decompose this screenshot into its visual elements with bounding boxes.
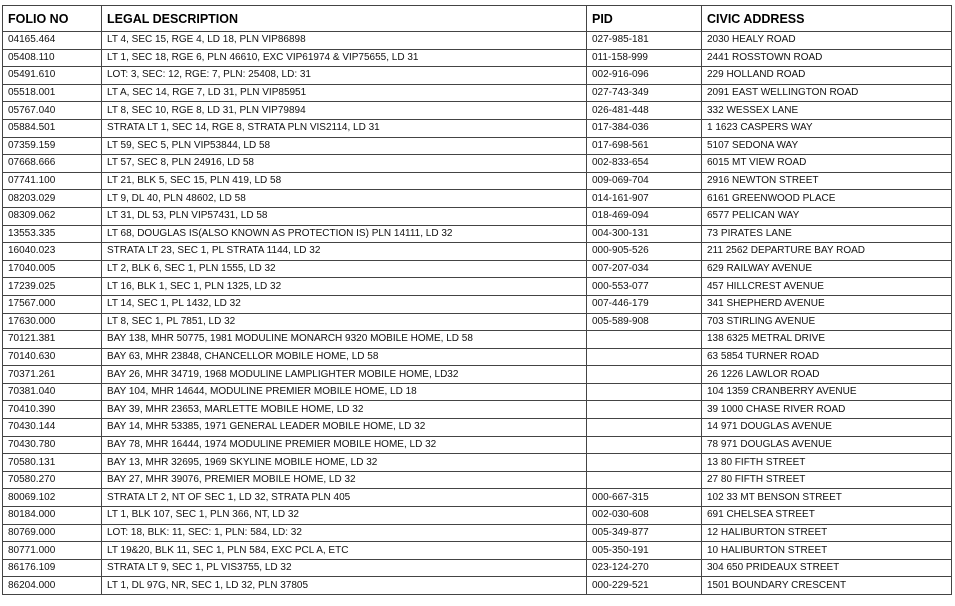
table-row	[3, 366, 952, 384]
cell-pid: 004-300-131	[587, 225, 702, 243]
cell-folio-no: 17040.005	[3, 260, 102, 278]
table-row	[3, 542, 952, 560]
table-header	[3, 6, 952, 32]
table-row	[3, 313, 952, 331]
table-row	[3, 419, 952, 437]
cell-folio-no: 70381.040	[3, 383, 102, 401]
cell-pid: 017-384-036	[587, 119, 702, 137]
header-row	[3, 6, 952, 32]
table-row	[3, 207, 952, 225]
cell-civic-address: 457 HILLCREST AVENUE	[702, 278, 952, 296]
cell-pid: 026-481-448	[587, 102, 702, 120]
cell-civic-address: 229 HOLLAND ROAD	[702, 67, 952, 85]
table-body	[3, 32, 952, 595]
cell-legal-description: LT 59, SEC 5, PLN VIP53844, LD 58	[102, 137, 587, 155]
cell-civic-address: 2030 HEALY ROAD	[702, 32, 952, 50]
table-row	[3, 383, 952, 401]
cell-pid	[587, 436, 702, 454]
cell-legal-description: LT 16, BLK 1, SEC 1, PLN 1325, LD 32	[102, 278, 587, 296]
cell-legal-description: LT 1, DL 97G, NR, SEC 1, LD 32, PLN 37805	[102, 577, 587, 595]
cell-pid: 007-446-179	[587, 295, 702, 313]
cell-folio-no: 70430.144	[3, 419, 102, 437]
header-legal-description: LEGAL DESCRIPTION	[102, 6, 587, 32]
cell-civic-address: 1501 BOUNDARY CRESCENT	[702, 577, 952, 595]
cell-pid	[587, 331, 702, 349]
cell-legal-description: LOT: 3, SEC: 12, RGE: 7, PLN: 25408, LD: 31	[102, 67, 587, 85]
table-row	[3, 137, 952, 155]
cell-civic-address: 12 HALIBURTON STREET	[702, 524, 952, 542]
cell-civic-address: 63 5854 TURNER ROAD	[702, 348, 952, 366]
table-row	[3, 507, 952, 525]
cell-civic-address: 211 2562 DEPARTURE BAY ROAD	[702, 243, 952, 261]
cell-civic-address: 691 CHELSEA STREET	[702, 507, 952, 525]
cell-civic-address: 39 1000 CHASE RIVER ROAD	[702, 401, 952, 419]
table-row	[3, 524, 952, 542]
cell-pid: 027-743-349	[587, 84, 702, 102]
table-row	[3, 559, 952, 577]
cell-civic-address: 5107 SEDONA WAY	[702, 137, 952, 155]
table-row	[3, 32, 952, 50]
table-row	[3, 295, 952, 313]
cell-pid: 009-069-704	[587, 172, 702, 190]
cell-legal-description: BAY 26, MHR 34719, 1968 MODULINE LAMPLIGHTER MOBILE HOME, LD32	[102, 366, 587, 384]
cell-folio-no: 16040.023	[3, 243, 102, 261]
property-table	[2, 5, 952, 595]
cell-folio-no: 07359.159	[3, 137, 102, 155]
cell-pid: 002-030-608	[587, 507, 702, 525]
cell-legal-description: STRATA LT 1, SEC 14, RGE 8, STRATA PLN VIS2114, LD 31	[102, 119, 587, 137]
cell-folio-no: 70580.270	[3, 471, 102, 489]
cell-legal-description: LOT: 18, BLK: 11, SEC: 1, PLN: 584, LD: 32	[102, 524, 587, 542]
cell-folio-no: 05518.001	[3, 84, 102, 102]
cell-civic-address: 341 SHEPHERD AVENUE	[702, 295, 952, 313]
cell-pid: 017-698-561	[587, 137, 702, 155]
cell-folio-no: 05884.501	[3, 119, 102, 137]
cell-civic-address: 78 971 DOUGLAS AVENUE	[702, 436, 952, 454]
cell-legal-description: LT 1, BLK 107, SEC 1, PLN 366, NT, LD 32	[102, 507, 587, 525]
cell-folio-no: 13553.335	[3, 225, 102, 243]
cell-folio-no: 70121.381	[3, 331, 102, 349]
cell-legal-description: BAY 78, MHR 16444, 1974 MODULINE PREMIER MOBILE HOME, LD 32	[102, 436, 587, 454]
table-row	[3, 577, 952, 595]
cell-pid: 014-161-907	[587, 190, 702, 208]
cell-pid: 023-124-270	[587, 559, 702, 577]
cell-civic-address: 73 PIRATES LANE	[702, 225, 952, 243]
header-pid: PID	[587, 6, 702, 32]
cell-folio-no: 17567.000	[3, 295, 102, 313]
table-row	[3, 49, 952, 67]
cell-pid: 011-158-999	[587, 49, 702, 67]
cell-civic-address: 102 33 MT BENSON STREET	[702, 489, 952, 507]
cell-pid: 007-207-034	[587, 260, 702, 278]
cell-folio-no: 17630.000	[3, 313, 102, 331]
cell-civic-address: 332 WESSEX LANE	[702, 102, 952, 120]
cell-legal-description: STRATA LT 23, SEC 1, PL STRATA 1144, LD 32	[102, 243, 587, 261]
cell-pid	[587, 366, 702, 384]
cell-legal-description: LT 4, SEC 15, RGE 4, LD 18, PLN VIP86898	[102, 32, 587, 50]
cell-folio-no: 05767.040	[3, 102, 102, 120]
cell-pid: 000-667-315	[587, 489, 702, 507]
cell-pid	[587, 401, 702, 419]
table-row	[3, 102, 952, 120]
cell-civic-address: 6577 PELICAN WAY	[702, 207, 952, 225]
cell-folio-no: 08309.062	[3, 207, 102, 225]
cell-legal-description: BAY 14, MHR 53385, 1971 GENERAL LEADER MOBILE HOME, LD 32	[102, 419, 587, 437]
cell-civic-address: 2441 ROSSTOWN ROAD	[702, 49, 952, 67]
cell-legal-description: LT 19&20, BLK 11, SEC 1, PLN 584, EXC PCL A, ETC	[102, 542, 587, 560]
cell-civic-address: 2091 EAST WELLINGTON ROAD	[702, 84, 952, 102]
table-row	[3, 436, 952, 454]
cell-pid: 005-589-908	[587, 313, 702, 331]
cell-civic-address: 6161 GREENWOOD PLACE	[702, 190, 952, 208]
cell-civic-address: 629 RAILWAY AVENUE	[702, 260, 952, 278]
cell-folio-no: 80769.000	[3, 524, 102, 542]
cell-civic-address: 1 1623 CASPERS WAY	[702, 119, 952, 137]
cell-folio-no: 07741.100	[3, 172, 102, 190]
cell-folio-no: 70430.780	[3, 436, 102, 454]
cell-pid: 005-350-191	[587, 542, 702, 560]
cell-legal-description: BAY 104, MHR 14644, MODULINE PREMIER MOBILE HOME, LD 18	[102, 383, 587, 401]
cell-folio-no: 70580.131	[3, 454, 102, 472]
cell-civic-address: 2916 NEWTON STREET	[702, 172, 952, 190]
cell-pid: 002-833-654	[587, 155, 702, 173]
cell-legal-description: LT 1, SEC 18, RGE 6, PLN 46610, EXC VIP61974 & VIP75655, LD 31	[102, 49, 587, 67]
cell-folio-no: 80184.000	[3, 507, 102, 525]
table-row	[3, 190, 952, 208]
header-civic-address: CIVIC ADDRESS	[702, 6, 952, 32]
table-row	[3, 225, 952, 243]
table-row	[3, 155, 952, 173]
cell-legal-description: LT 68, DOUGLAS IS(ALSO KNOWN AS PROTECTION IS) PLN 14111, LD 32	[102, 225, 587, 243]
cell-pid: 005-349-877	[587, 524, 702, 542]
cell-legal-description: STRATA LT 2, NT OF SEC 1, LD 32, STRATA PLN 405	[102, 489, 587, 507]
cell-legal-description: LT 14, SEC 1, PL 1432, LD 32	[102, 295, 587, 313]
cell-pid	[587, 454, 702, 472]
table-row	[3, 119, 952, 137]
header-folio-no: FOLIO NO	[3, 6, 102, 32]
cell-pid: 027-985-181	[587, 32, 702, 50]
cell-pid: 002-916-096	[587, 67, 702, 85]
cell-civic-address: 27 80 FIFTH STREET	[702, 471, 952, 489]
cell-legal-description: BAY 27, MHR 39076, PREMIER MOBILE HOME, LD 32	[102, 471, 587, 489]
cell-folio-no: 17239.025	[3, 278, 102, 296]
table-row	[3, 401, 952, 419]
cell-civic-address: 6015 MT VIEW ROAD	[702, 155, 952, 173]
cell-folio-no: 80771.000	[3, 542, 102, 560]
cell-civic-address: 104 1359 CRANBERRY AVENUE	[702, 383, 952, 401]
table-row	[3, 331, 952, 349]
table-row	[3, 67, 952, 85]
cell-pid: 000-229-521	[587, 577, 702, 595]
table-row	[3, 260, 952, 278]
cell-folio-no: 70410.390	[3, 401, 102, 419]
cell-folio-no: 05408.110	[3, 49, 102, 67]
table-row	[3, 348, 952, 366]
cell-folio-no: 80069.102	[3, 489, 102, 507]
cell-legal-description: LT 2, BLK 6, SEC 1, PLN 1555, LD 32	[102, 260, 587, 278]
cell-legal-description: STRATA LT 9, SEC 1, PL VIS3755, LD 32	[102, 559, 587, 577]
cell-folio-no: 04165.464	[3, 32, 102, 50]
cell-legal-description: LT A, SEC 14, RGE 7, LD 31, PLN VIP85951	[102, 84, 587, 102]
cell-folio-no: 70140.630	[3, 348, 102, 366]
cell-legal-description: BAY 39, MHR 23653, MARLETTE MOBILE HOME, LD 32	[102, 401, 587, 419]
cell-folio-no: 08203.029	[3, 190, 102, 208]
table-row	[3, 172, 952, 190]
cell-folio-no: 07668.666	[3, 155, 102, 173]
cell-pid	[587, 383, 702, 401]
cell-pid: 000-553-077	[587, 278, 702, 296]
table-row	[3, 243, 952, 261]
cell-legal-description: LT 21, BLK 5, SEC 15, PLN 419, LD 58	[102, 172, 587, 190]
cell-legal-description: LT 57, SEC 8, PLN 24916, LD 58	[102, 155, 587, 173]
cell-pid	[587, 471, 702, 489]
cell-pid	[587, 419, 702, 437]
cell-legal-description: BAY 63, MHR 23848, CHANCELLOR MOBILE HOME, LD 58	[102, 348, 587, 366]
cell-legal-description: LT 8, SEC 10, RGE 8, LD 31, PLN VIP79894	[102, 102, 587, 120]
cell-legal-description: LT 31, DL 53, PLN VIP57431, LD 58	[102, 207, 587, 225]
table-row	[3, 471, 952, 489]
cell-legal-description: LT 8, SEC 1, PL 7851, LD 32	[102, 313, 587, 331]
table-row	[3, 489, 952, 507]
cell-civic-address: 10 HALIBURTON STREET	[702, 542, 952, 560]
cell-folio-no: 70371.261	[3, 366, 102, 384]
cell-civic-address: 14 971 DOUGLAS AVENUE	[702, 419, 952, 437]
cell-folio-no: 05491.610	[3, 67, 102, 85]
table-row	[3, 454, 952, 472]
cell-pid: 018-469-094	[587, 207, 702, 225]
cell-legal-description: BAY 13, MHR 32695, 1969 SKYLINE MOBILE HOME, LD 32	[102, 454, 587, 472]
table-row	[3, 278, 952, 296]
cell-pid	[587, 348, 702, 366]
table-row	[3, 84, 952, 102]
cell-civic-address: 304 650 PRIDEAUX STREET	[702, 559, 952, 577]
cell-civic-address: 703 STIRLING AVENUE	[702, 313, 952, 331]
cell-civic-address: 13 80 FIFTH STREET	[702, 454, 952, 472]
cell-folio-no: 86176.109	[3, 559, 102, 577]
cell-civic-address: 26 1226 LAWLOR ROAD	[702, 366, 952, 384]
cell-legal-description: LT 9, DL 40, PLN 48602, LD 58	[102, 190, 587, 208]
cell-legal-description: BAY 138, MHR 50775, 1981 MODULINE MONARCH 9320 MOBILE HOME, LD 58	[102, 331, 587, 349]
cell-pid: 000-905-526	[587, 243, 702, 261]
cell-civic-address: 138 6325 METRAL DRIVE	[702, 331, 952, 349]
cell-folio-no: 86204.000	[3, 577, 102, 595]
